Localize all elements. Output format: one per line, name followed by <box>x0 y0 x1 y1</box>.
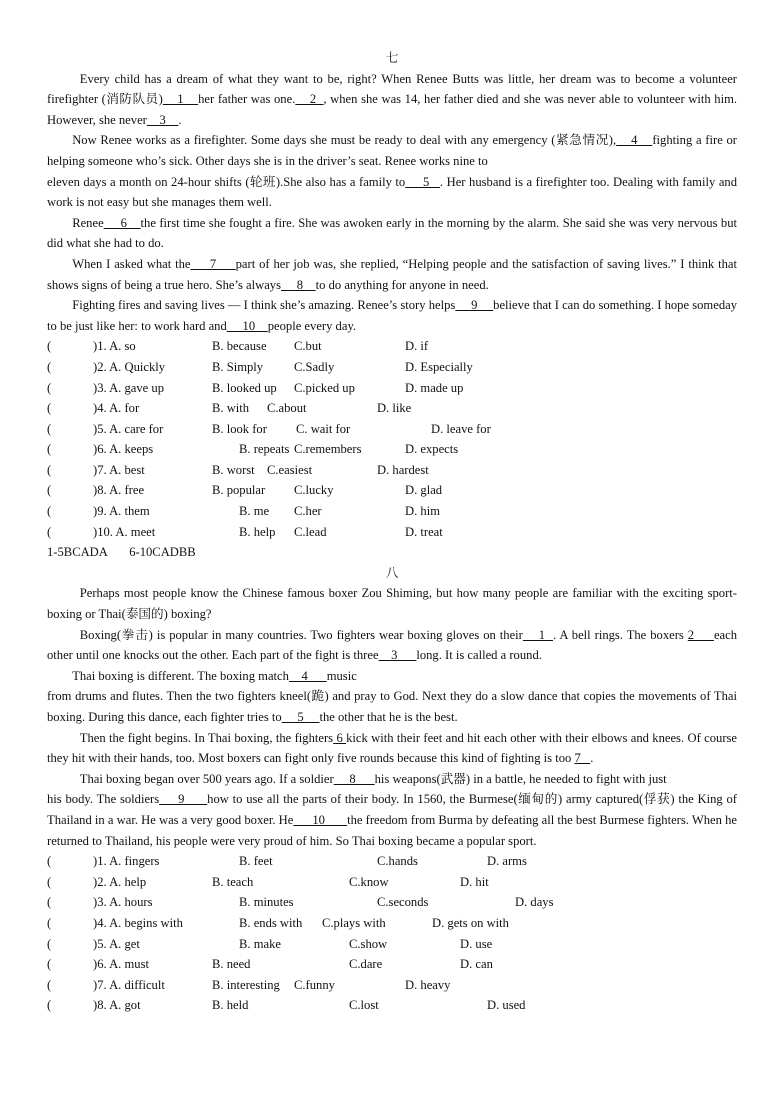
blank-2: 2 <box>687 627 714 642</box>
question-row: ( )8. A. got B. held C.lost D. used <box>47 995 737 1016</box>
blank-4: 4 <box>288 668 327 683</box>
question-row: ( )1. A. so B. because C.but D. if <box>47 336 737 357</box>
s8-question-list <box>47 851 737 1016</box>
question-row: ( )5. A. care for B. look for C. wait for D. leave for <box>47 419 737 440</box>
question-row: ( )3. A. gave up B. looked up C.picked up D. made up <box>47 378 737 399</box>
blank-9: 9 <box>455 298 494 313</box>
document-page <box>47 48 737 1016</box>
answer-slot: ( <box>47 421 52 436</box>
section-7-title: 七 <box>385 51 399 65</box>
blank-5: 5 <box>281 710 320 724</box>
s7-paragraph-6: Fighting fires and saving lives — I think she’s amazing. Renee’s story helps 9 believe that I can do something. I hope someday to be just like her: to work hard and 10 people every day. <box>47 298 737 333</box>
s8-paragraph-4: from drums and flutes. Then the two fighters kneel(跪) and pray to God. Next they do a slow dance that copies the movements of Thai boxing. During this dance, each fighter tries to 5 the other that he is the best. <box>47 689 737 724</box>
answer-slot: ( <box>47 895 52 910</box>
blank-3: 3 <box>378 648 417 663</box>
question-row: ( )4. A. begins with B. ends with C.plays with D. gets on with <box>47 913 737 934</box>
question-row: ( )7. A. best B. worst C.easiest D. hardest <box>47 460 737 481</box>
s7-paragraph-5: When I asked what the 7 part of her job was, she replied, “Helping people and the satisfaction of saving lives.” I think that shows signs of being a true hero. She’s always 8 to do anything for anyone in need. <box>47 256 737 292</box>
question-row: ( )3. A. hours B. minutes C.seconds D. days <box>47 892 737 913</box>
answer-slot: ( <box>47 874 52 889</box>
answer-slot: ( <box>47 998 52 1013</box>
question-row: ( )6. A. must B. need C.dare D. can <box>47 954 737 975</box>
blank-7: 7 <box>574 751 591 766</box>
blank-2: 2 <box>295 92 324 107</box>
s8-paragraph-5: Then the fight begins. In Thai boxing, the fighters 6 kick with their feet and hit each other with their elbows and knees. Of course they hit with their hands, too. Most boxers can fight only five rounds because this kind of fighting is too 7 . <box>47 730 737 766</box>
answer-slot: ( <box>47 524 52 539</box>
question-row: ( )4. A. for B. with C.about D. like <box>47 398 737 419</box>
blank-8: 8 <box>333 771 375 786</box>
s7-paragraph-4: Renee 6 the first time she fought a fire. She was awoken early in the morning by the alarm. She said she was very nervous but did what she had to do. <box>47 215 737 251</box>
question-row: ( )9. A. them B. me C.her D. him <box>47 501 737 522</box>
answer-slot: ( <box>47 936 52 951</box>
answer-slot: ( <box>47 977 52 992</box>
answer-slot: ( <box>47 380 52 395</box>
blank-1: 1 <box>162 92 199 107</box>
blank-8: 8 <box>281 277 316 292</box>
answer-slot: ( <box>47 957 52 972</box>
blank-4: 4 <box>616 133 653 148</box>
answer-slot: ( <box>47 359 52 374</box>
blank-10: 10 <box>226 318 268 333</box>
s8-paragraph-2: Boxing(拳击) is popular in many countries. Two fighters wear boxing gloves on their 1 . A bell rings. The boxers 2 each other until one knocks out the other. Each part of the fight is three 3 long. It is called a round. <box>47 627 738 663</box>
blank-5: 5 <box>405 174 440 189</box>
blank-7: 7 <box>190 256 236 271</box>
question-row: ( )10. A. meet B. help C.lead D. treat <box>47 522 737 543</box>
s8-paragraph-3: Thai boxing is different. The boxing match 4 music <box>72 668 357 683</box>
question-row: ( )6. A. keeps B. repeats C.remembers D. expects <box>47 439 737 460</box>
blank-6: 6 <box>333 730 347 745</box>
s8-paragraph-6: Thai boxing began over 500 years ago. If a soldier 8 his weapons(武器) in a battle, he needed to fight with just <box>79 771 667 786</box>
question-row: ( )8. A. free B. popular C.lucky D. glad <box>47 480 737 501</box>
section-8-title: 八 <box>385 565 399 580</box>
s7-paragraph-1: Every child has a dream of what they want to be, right? When Renee Butts was little, her dream was to become a volunteer firefighter (消防队员) 1 her father was one. 2 , when she was 14, her father died and she was never able to volunteer with him. However, she never 3 . <box>47 71 738 127</box>
blank-10: 10 <box>293 812 348 827</box>
s7-paragraph-3: eleven days a month on 24-hour shifts (轮班).She also has a family to 5 . Her husband is a firefighter too. Dealing with family and work is not easy but she manages them well. <box>47 174 738 210</box>
question-row: ( )1. A. fingers B. feet C.hands D. arms <box>47 851 737 872</box>
question-row: ( )7. A. difficult B. interesting C.funny D. heavy <box>47 975 737 996</box>
answer-slot: ( <box>47 401 52 416</box>
answer-slot: ( <box>47 915 52 930</box>
blank-3: 3 <box>146 112 179 127</box>
blank-6: 6 <box>103 215 141 230</box>
answer-slot: ( <box>47 442 52 457</box>
question-row: ( )2. A. help B. teach C.know D. hit <box>47 872 737 893</box>
s7-paragraph-2: Now Renee works as a firefighter. Some days she must be ready to deal with any emergency (紧急情况), 4 fighting a fire or helping someone who’s sick. Other days she is in the driver’s seat. Renee works nine to <box>47 133 738 168</box>
s8-paragraph-7: his body. The soldiers 9 how to use all the parts of their body. In 1560, the Burmese(缅甸的) army captured(俘获) the King of Thailand in a war. He was a very good boxer. He 10 the freedom from Burma by defeating all the best Burmese fighters. When he returned to Thailand, his people were very proud of him. So Thai boxing became a popular sport. <box>47 792 737 848</box>
answer-slot: ( <box>47 483 52 498</box>
question-row: ( )5. A. get B. make C.show D. use <box>47 934 737 955</box>
answer-key: 1-5BCADA 6-10CADBB <box>47 545 196 560</box>
s8-paragraph-1: Perhaps most people know the Chinese famous boxer Zou Shiming, but how many people are familiar with the exciting sport-boxing or Thai(泰国的) boxing? <box>47 586 737 622</box>
blank-9: 9 <box>159 792 208 807</box>
blank-1: 1 <box>522 627 553 642</box>
answer-slot: ( <box>47 854 52 869</box>
answer-slot: ( <box>47 339 52 354</box>
answer-slot: ( <box>47 504 52 519</box>
answer-slot: ( <box>47 462 52 477</box>
question-row: ( )2. A. Quickly B. Simply C.Sadly D. Especially <box>47 357 737 378</box>
s7-question-list <box>47 336 737 542</box>
